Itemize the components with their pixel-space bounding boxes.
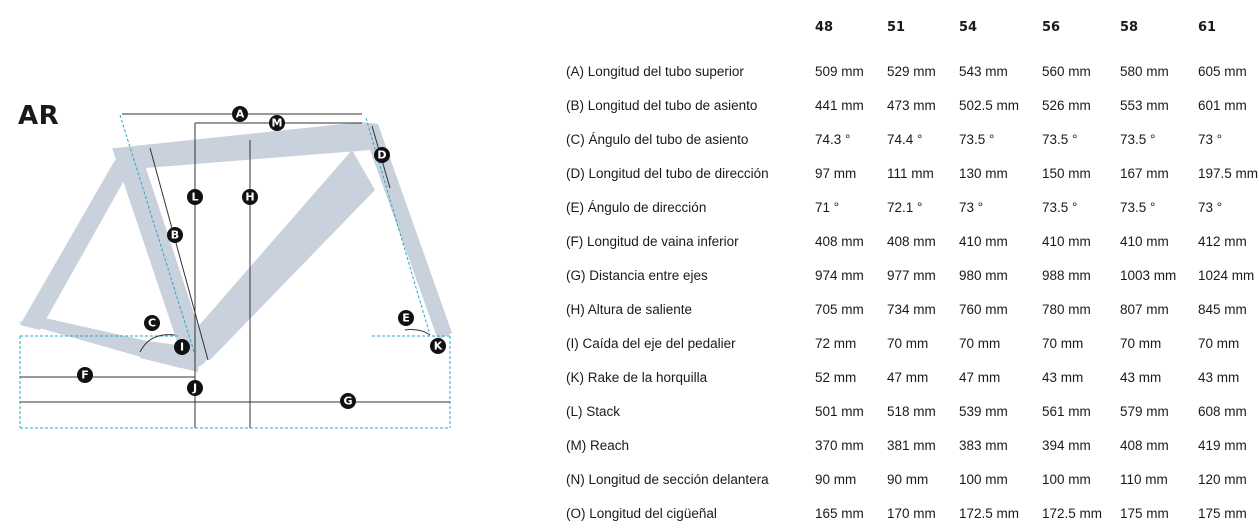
table-cell: 73 ° [1198, 132, 1223, 147]
size-header: 58 [1120, 20, 1139, 35]
table-cell: 553 mm [1120, 98, 1169, 113]
table-cell: 526 mm [1042, 98, 1091, 113]
table-cell: 501 mm [815, 404, 864, 419]
row-label: (E) Ángulo de dirección [566, 200, 707, 215]
table-row [0, 404, 1259, 424]
table-cell: 974 mm [815, 268, 864, 283]
svg-text:C: C [147, 316, 157, 330]
table-cell: 845 mm [1198, 302, 1247, 317]
size-header: 61 [1198, 20, 1217, 35]
table-cell: 1003 mm [1120, 268, 1177, 283]
table-cell: 71 ° [815, 200, 840, 215]
table-cell: 73.5 ° [1120, 132, 1156, 147]
table-cell: 172.5 mm [1042, 506, 1103, 521]
table-cell: 383 mm [959, 438, 1008, 453]
table-cell: 73.5 ° [1042, 200, 1078, 215]
table-cell: 73.5 ° [1042, 132, 1078, 147]
table-cell: 74.4 ° [887, 132, 923, 147]
table-cell: 807 mm [1120, 302, 1169, 317]
table-row [0, 472, 1259, 492]
row-label: (B) Longitud del tubo de asiento [566, 98, 758, 113]
table-cell: 410 mm [1120, 234, 1169, 249]
table-cell: 608 mm [1198, 404, 1247, 419]
svg-text:K: K [433, 339, 443, 353]
table-cell: 111 mm [887, 166, 934, 181]
table-cell: 70 mm [1198, 336, 1240, 351]
table-cell: 165 mm [815, 506, 864, 521]
table-cell: 47 mm [959, 370, 1001, 385]
table-cell: 419 mm [1198, 438, 1247, 453]
table-cell: 412 mm [1198, 234, 1247, 249]
svg-text:A: A [235, 107, 245, 121]
table-cell: 381 mm [887, 438, 936, 453]
svg-text:B: B [170, 228, 180, 242]
table-cell: 605 mm [1198, 64, 1247, 79]
table-cell: 539 mm [959, 404, 1008, 419]
table-row [0, 200, 1259, 220]
table-cell: 502.5 mm [959, 98, 1020, 113]
table-cell: 408 mm [887, 234, 936, 249]
table-cell: 70 mm [887, 336, 929, 351]
table-cell: 410 mm [1042, 234, 1091, 249]
table-cell: 167 mm [1120, 166, 1169, 181]
table-cell: 70 mm [1042, 336, 1084, 351]
table-cell: 1024 mm [1198, 268, 1255, 283]
table-row [0, 438, 1259, 458]
svg-text:I: I [179, 340, 185, 354]
table-cell: 43 mm [1198, 370, 1240, 385]
table-cell: 73 ° [1198, 200, 1223, 215]
table-cell: 172.5 mm [959, 506, 1020, 521]
table-cell: 441 mm [815, 98, 864, 113]
table-cell: 70 mm [1120, 336, 1162, 351]
model-title: AR [18, 101, 60, 131]
row-label: (L) Stack [566, 404, 621, 419]
table-cell: 100 mm [959, 472, 1008, 487]
table-cell: 175 mm [1198, 506, 1247, 521]
table-cell: 509 mm [815, 64, 864, 79]
table-row [0, 302, 1259, 322]
row-label: (H) Altura de saliente [566, 302, 693, 317]
table-cell: 579 mm [1120, 404, 1169, 419]
table-row [0, 64, 1259, 84]
table-cell: 408 mm [1120, 438, 1169, 453]
table-row [0, 336, 1259, 356]
table-cell: 780 mm [1042, 302, 1091, 317]
row-label: (I) Caída del eje del pedalier [566, 336, 736, 351]
table-cell: 90 mm [815, 472, 857, 487]
svg-text:M: M [271, 116, 283, 130]
table-cell: 734 mm [887, 302, 936, 317]
table-row [0, 506, 1259, 526]
table-cell: 43 mm [1120, 370, 1162, 385]
table-cell: 473 mm [887, 98, 936, 113]
size-header: 56 [1042, 20, 1061, 35]
row-label: (D) Longitud del tubo de dirección [566, 166, 769, 181]
table-cell: 74.3 ° [815, 132, 851, 147]
row-label: (F) Longitud de vaina inferior [566, 234, 739, 249]
svg-text:L: L [191, 190, 199, 204]
table-cell: 543 mm [959, 64, 1008, 79]
table-cell: 90 mm [887, 472, 929, 487]
table-row [0, 98, 1259, 118]
svg-text:D: D [377, 148, 387, 162]
table-cell: 110 mm [1120, 472, 1168, 487]
table-row [0, 132, 1259, 152]
table-cell: 100 mm [1042, 472, 1091, 487]
table-cell: 988 mm [1042, 268, 1091, 283]
svg-text:F: F [81, 368, 89, 382]
row-label: (N) Longitud de sección delantera [566, 472, 769, 487]
table-cell: 150 mm [1042, 166, 1091, 181]
table-cell: 47 mm [887, 370, 929, 385]
table-row [0, 234, 1259, 254]
table-row [0, 268, 1259, 288]
table-row [0, 166, 1259, 186]
row-label: (K) Rake de la horquilla [566, 370, 708, 385]
size-header: 54 [959, 20, 978, 35]
table-cell: 977 mm [887, 268, 936, 283]
table-cell: 760 mm [959, 302, 1008, 317]
svg-text:G: G [343, 394, 353, 408]
row-label: (C) Ángulo del tubo de asiento [566, 132, 749, 147]
table-cell: 980 mm [959, 268, 1008, 283]
table-cell: 72 mm [815, 336, 857, 351]
table-cell: 518 mm [887, 404, 936, 419]
table-cell: 561 mm [1042, 404, 1091, 419]
table-cell: 72.1 ° [887, 200, 923, 215]
table-cell: 97 mm [815, 166, 857, 181]
table-cell: 70 mm [959, 336, 1001, 351]
svg-text:E: E [402, 311, 410, 325]
table-cell: 130 mm [959, 166, 1008, 181]
table-cell: 529 mm [887, 64, 936, 79]
table-cell: 73 ° [959, 200, 984, 215]
table-cell: 601 mm [1198, 98, 1247, 113]
svg-text:J: J [192, 381, 198, 395]
table-cell: 197.5 mm [1198, 166, 1259, 181]
row-label: (O) Longitud del cigüeñal [566, 506, 717, 521]
row-label: (G) Distancia entre ejes [566, 268, 708, 283]
table-cell: 408 mm [815, 234, 864, 249]
table-cell: 705 mm [815, 302, 864, 317]
table-cell: 52 mm [815, 370, 857, 385]
table-cell: 43 mm [1042, 370, 1084, 385]
table-cell: 175 mm [1120, 506, 1169, 521]
svg-text:H: H [245, 190, 255, 204]
table-cell: 394 mm [1042, 438, 1091, 453]
row-label: (M) Reach [566, 438, 630, 453]
table-cell: 410 mm [959, 234, 1008, 249]
table-cell: 170 mm [887, 506, 936, 521]
size-header: 48 [815, 20, 834, 35]
table-cell: 370 mm [815, 438, 864, 453]
table-cell: 120 mm [1198, 472, 1247, 487]
table-cell: 580 mm [1120, 64, 1169, 79]
table-cell: 560 mm [1042, 64, 1091, 79]
table-row [0, 370, 1259, 390]
row-label: (A) Longitud del tubo superior [566, 64, 744, 79]
size-header: 51 [887, 20, 906, 35]
table-cell: 73.5 ° [959, 132, 995, 147]
table-cell: 73.5 ° [1120, 200, 1156, 215]
